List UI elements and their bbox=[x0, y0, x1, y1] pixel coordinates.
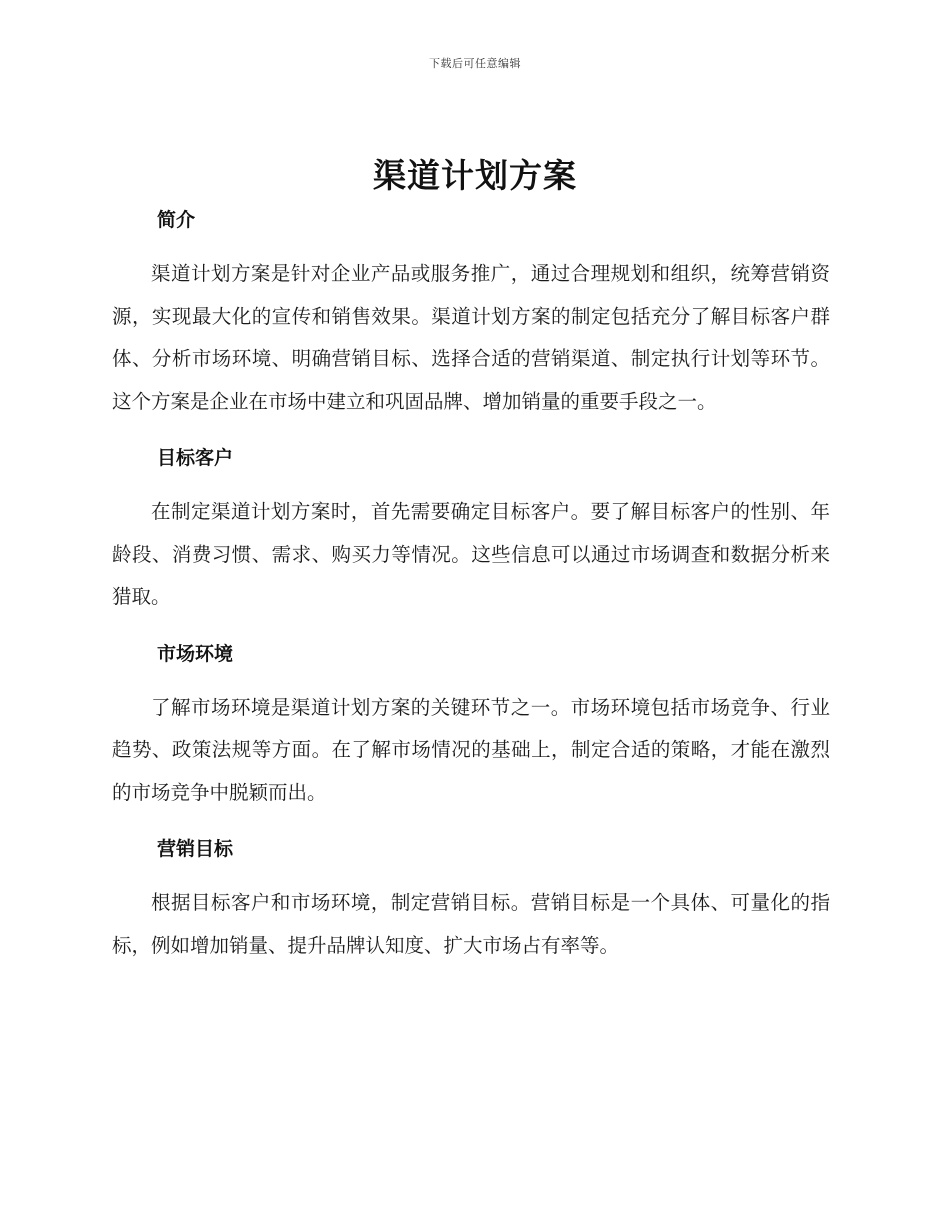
section-heading: 简介 bbox=[157, 209, 196, 231]
section-paragraph: 在制定渠道计划方案时，首先需要确定目标客户。要了解目标客户的性别、年龄段、消费习惯、需求、购买力等情况。这些信息可以通过市场调查和数据分析来猎取。 bbox=[112, 500, 830, 608]
section-paragraph: 渠道计划方案是针对企业产品或服务推广，通过合理规划和组织，统筹营销资源，实现最大化的宣传和销售效果。渠道计划方案的制定包括充分了解目标客户群体、分析市场环境、明确营销目标、选择合适的营销渠道、制定执行计划等环节。这个方案是企业在市场中建立和巩固品牌、增加销量的重要手段之一。 bbox=[112, 262, 830, 413]
section-heading: 营销目标 bbox=[157, 838, 234, 860]
section-paragraph: 了解市场环境是渠道计划方案的关键环节之一。市场环境包括市场竞争、行业趋势、政策法规等方面。在了解市场情况的基础上，制定合适的策略，才能在激烈的市场竞争中脱颖而出。 bbox=[112, 695, 830, 804]
document-title: 渠道计划方案 bbox=[373, 156, 577, 195]
section-paragraph: 根据目标客户和市场环境，制定营销目标。营销目标是一个具体、可量化的指标，例如增加销量、提升品牌认知度、扩大市场占有率等。 bbox=[112, 891, 830, 957]
section-heading: 目标客户 bbox=[157, 447, 234, 469]
section-market-environment bbox=[112, 639, 830, 815]
document-body bbox=[112, 205, 830, 987]
section-target-customers bbox=[112, 443, 830, 619]
section-intro bbox=[112, 205, 830, 423]
header-note: 下载后可任意编辑 bbox=[429, 57, 521, 70]
section-heading: 市场环境 bbox=[157, 642, 234, 665]
section-marketing-goals bbox=[112, 834, 830, 967]
